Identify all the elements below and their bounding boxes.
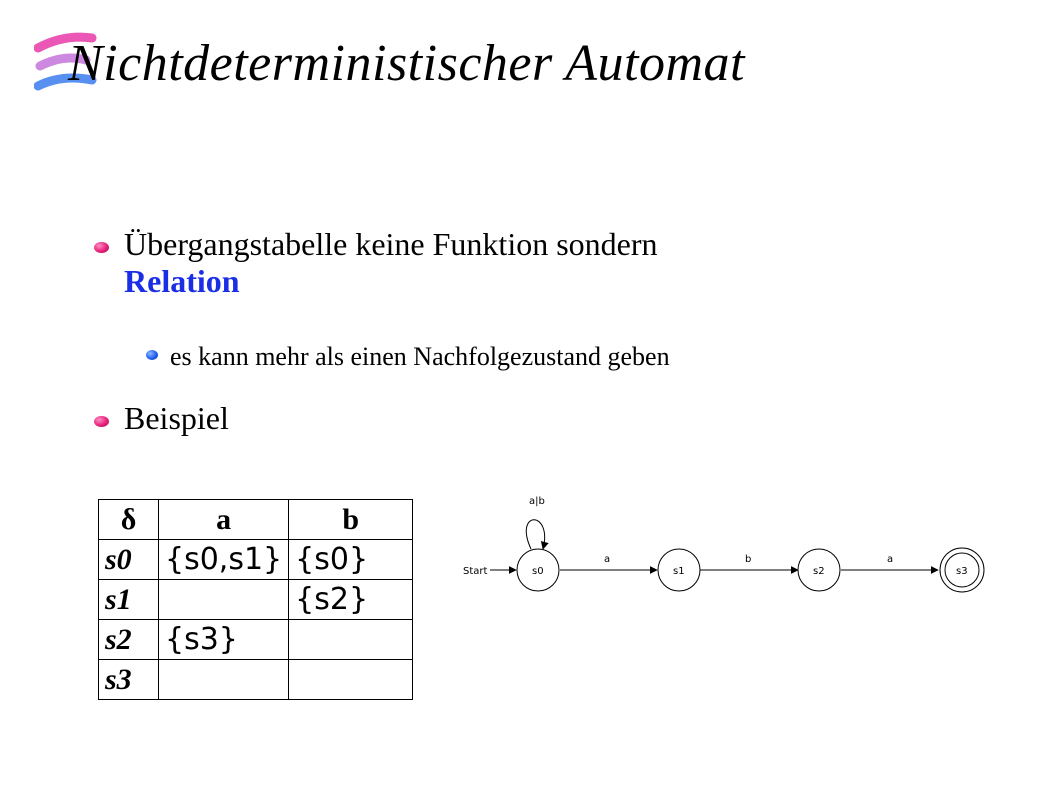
state-label: s1 [673,566,685,577]
transition-cell: {s0} [289,540,413,580]
start-label: Start [463,566,488,577]
sub-bullet-icon [146,350,158,360]
transition-cell: {s2} [289,580,413,620]
bullet-text: Beispiel [124,400,229,436]
transition-label: b [745,554,752,565]
state-cell: s0 [99,540,159,580]
table-row [99,620,413,660]
transition-cell: {s3} [159,620,289,660]
transition-cell [289,620,413,660]
highlight-term: Relation [124,262,240,299]
table-header-row [99,500,413,540]
state-label: s0 [532,566,544,577]
state-label: s2 [813,566,825,577]
state-cell: s3 [99,660,159,700]
transition-cell [159,580,289,620]
table-row [99,580,413,620]
automaton-diagram [455,488,1000,608]
transition-label: a|b [529,496,545,507]
bullet-line: Übergangstabelle keine Funktion sondern [124,226,658,262]
state-label: s3 [956,566,968,577]
transition-cell [159,660,289,700]
transition-cell [289,660,413,700]
table-row [99,660,413,700]
table-header: δ [99,500,159,540]
transition-label: a [604,554,611,565]
sub-bullet-text: es kann mehr als einen Nachfolgezustand geben [170,342,670,371]
transition-table [98,499,413,700]
state-cell: s1 [99,580,159,620]
table-header: b [289,500,413,540]
state-cell: s2 [99,620,159,660]
bullet-text [124,226,658,300]
table-header: a [159,500,289,540]
transition-cell: {s0,s1} [159,540,289,580]
transition-label: a [887,554,894,565]
bullet-icon [94,242,109,253]
bullet-icon [94,416,109,427]
table-row [99,540,413,580]
self-loop-arrow [526,520,544,549]
slide-title: Nichtdeterministischer Automat [68,35,745,92]
